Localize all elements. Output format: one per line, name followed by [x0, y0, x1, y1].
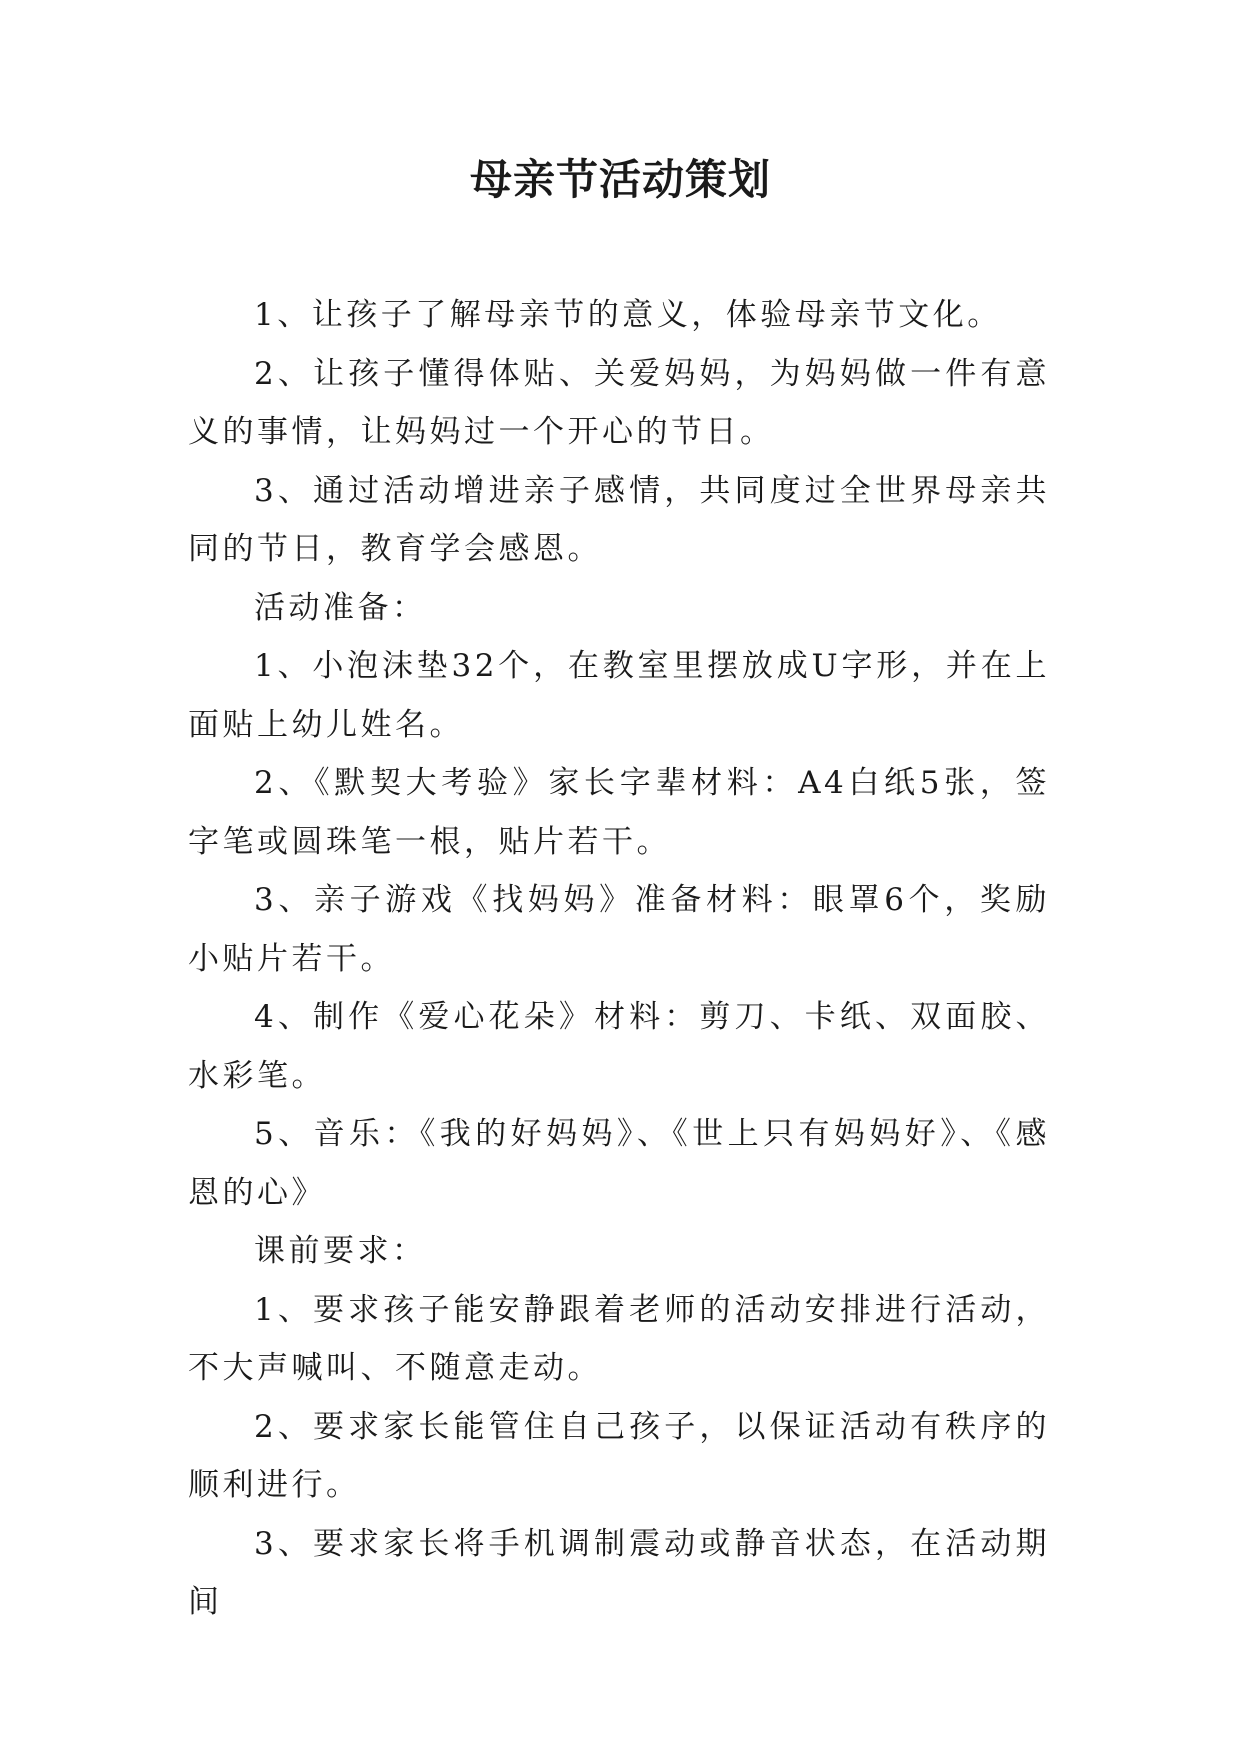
- paragraph-req-1: 1、要求孩子能安静跟着老师的活动安排进行活动，不大声喊叫、不随意走动。: [188, 1291, 1050, 1386]
- section-heading-preparation: 活动准备：: [254, 589, 427, 626]
- paragraph-goal-1: 1、让孩子了解母亲节的意义，体验母亲节文化。: [254, 297, 1002, 333]
- document-body: [188, 286, 1050, 1632]
- paragraph-prep-4: 4、制作《爱心花朵》材料：剪刀、卡纸、双面胶、水彩笔。: [188, 999, 1050, 1094]
- paragraph-req-2: 2、要求家长能管住自己孩子，以保证活动有秩序的顺利进行。: [188, 1408, 1050, 1503]
- paragraph-prep-5: 5、音乐：《我的好妈妈》、《世上只有妈妈好》、《感恩的心》: [188, 1116, 1050, 1211]
- paragraph-prep-3: 3、亲子游戏《找妈妈》准备材料：眼罩6个，奖励小贴片若干。: [188, 882, 1050, 977]
- paragraph-goal-3: 3、通过活动增进亲子感情，共同度过全世界母亲共同的节日，教育学会感恩。: [188, 472, 1050, 567]
- paragraph-req-3: 3、要求家长将手机调制震动或静音状态，在活动期间: [188, 1525, 1050, 1620]
- paragraph-prep-2: 2、《默契大考验》家长字辈材料：A4白纸5张，签字笔或圆珠笔一根，贴片若干。: [188, 765, 1050, 860]
- section-heading-requirements: 课前要求：: [254, 1233, 427, 1269]
- paragraph-prep-1: 1、小泡沫垫32个，在教室里摆放成U字形，并在上面贴上幼儿姓名。: [188, 648, 1050, 743]
- document-title: 母亲节活动策划: [469, 155, 771, 204]
- paragraph-goal-2: 2、让孩子懂得体贴、关爱妈妈，为妈妈做一件有意义的事情，让妈妈过一个开心的节日。: [188, 355, 1050, 450]
